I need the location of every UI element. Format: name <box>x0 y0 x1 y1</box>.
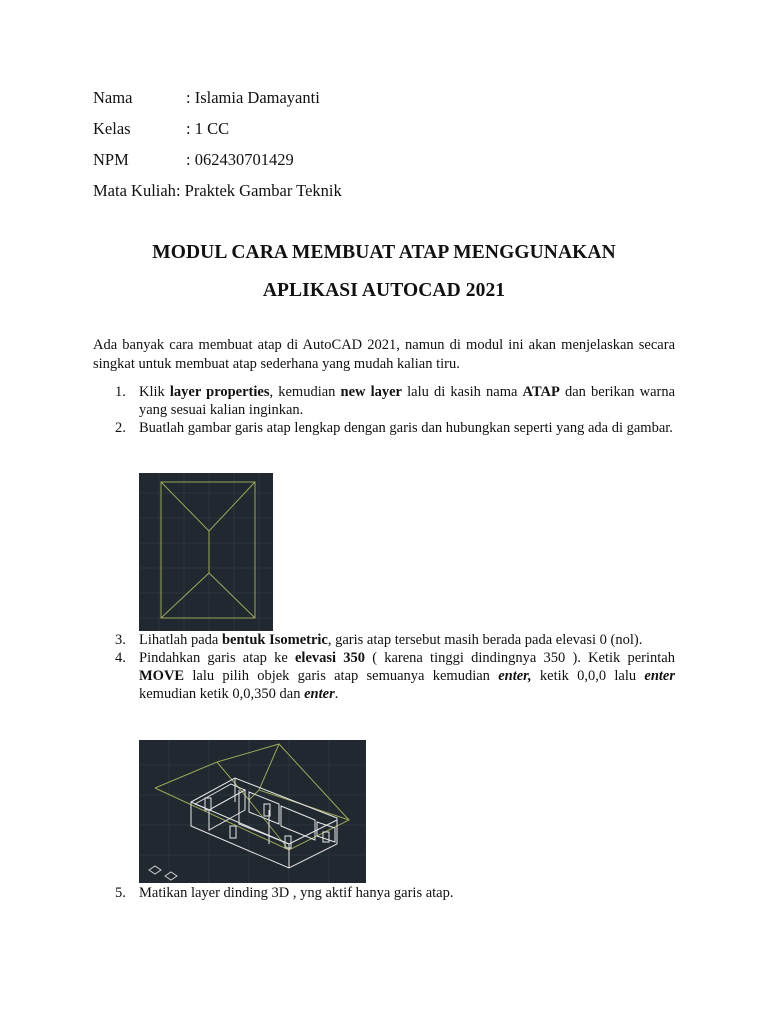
step-number: 4. <box>115 650 126 666</box>
info-value: : Islamia Damayanti <box>186 88 320 107</box>
step-text-segment: ( karena tinggi dindingnya 350 ). Ketik perintah <box>365 650 675 666</box>
step-text-segment: Klik <box>139 384 170 400</box>
step-text-segment: , kemudian <box>269 384 341 400</box>
step-text-segment: kemudian ketik 0,0,350 dan <box>139 686 305 702</box>
step-text-segment: . <box>334 686 339 702</box>
title-line-2: APLIKASI AUTOCAD 2021 <box>262 280 506 301</box>
step-text-segment: lalu pilih objek garis atap semuanya kemudian <box>184 668 499 684</box>
step-text <box>139 885 453 901</box>
info-value: : 062430701429 <box>186 150 294 169</box>
title-line-1: MODUL CARA MEMBUAT ATAP MENGGUNAKAN <box>152 242 616 263</box>
step-text-segment: , garis atap tersebut masih berada pada elevasi 0 (nol). <box>327 632 643 648</box>
info-label: Nama <box>93 88 133 107</box>
step-text <box>139 384 675 418</box>
isometric-screenshot <box>139 740 366 883</box>
info-value: : 1 CC <box>186 119 230 138</box>
step-text-emphasis: elevasi 350 <box>295 650 366 666</box>
step-number: 2. <box>115 420 126 436</box>
info-row-nama <box>93 86 342 117</box>
step-number: 1. <box>115 384 126 400</box>
step-item <box>93 383 675 419</box>
roof-plan-drawing <box>139 473 273 631</box>
intro-paragraph: Ada banyak cara membuat atap di AutoCAD 2021, namun di modul ini akan menjelaskan secara singkat untuk membuat atap sederhana yang mudah kalian tiru. <box>93 337 675 372</box>
step-text-emphasis: MOVE <box>139 668 185 684</box>
info-value: : Praktek Gambar Teknik <box>175 181 342 200</box>
step-text-emphasis: enter, <box>498 668 532 684</box>
step-number: 3. <box>115 632 126 648</box>
document-title <box>93 238 675 314</box>
info-row-kelas <box>93 117 342 148</box>
step-text-emphasis: layer properties <box>169 384 270 400</box>
step-text-segment: Pindahkan garis atap ke <box>139 650 295 666</box>
student-info <box>93 86 342 210</box>
step-text-segment: Buatlah gambar garis atap lengkap dengan garis dan hubungkan seperti yang ada di gambar. <box>139 420 673 436</box>
roof-plan-screenshot <box>139 473 273 631</box>
step-text-emphasis: enter <box>304 686 335 702</box>
step-text-emphasis: bentuk Isometric <box>221 632 328 648</box>
info-row-mata-kuliah <box>93 179 342 210</box>
step-item <box>93 419 675 437</box>
step-text-segment: lalu di kasih nama <box>402 384 523 400</box>
isometric-drawing <box>139 740 366 883</box>
step-number: 5. <box>115 885 126 901</box>
info-label: NPM <box>93 150 129 169</box>
step-text-segment: dan berikan warna yang sesuai kalian inginkan. <box>139 384 676 418</box>
step-text-emphasis: enter <box>644 668 675 684</box>
step-text <box>139 650 675 702</box>
step-text-segment: Matikan layer dinding 3D , yng aktif hanya garis atap. <box>139 885 454 901</box>
step-text <box>139 420 673 436</box>
step-text-emphasis: ATAP <box>522 384 560 400</box>
step-text <box>139 632 642 648</box>
step-item <box>93 649 675 703</box>
info-label: Kelas <box>93 119 131 138</box>
info-row-npm <box>93 148 342 179</box>
step-item <box>93 884 675 902</box>
step-text-emphasis: new layer <box>340 384 402 400</box>
step-text-segment: Lihatlah pada <box>139 632 222 648</box>
info-label: Mata Kuliah <box>93 181 176 200</box>
steps-list-a <box>93 383 675 437</box>
ucs-icon <box>149 866 177 880</box>
step-text-segment: ketik 0,0,0 lalu <box>531 668 645 684</box>
step-item <box>93 631 675 649</box>
steps-list-b <box>93 631 675 703</box>
steps-list-c <box>93 884 675 902</box>
